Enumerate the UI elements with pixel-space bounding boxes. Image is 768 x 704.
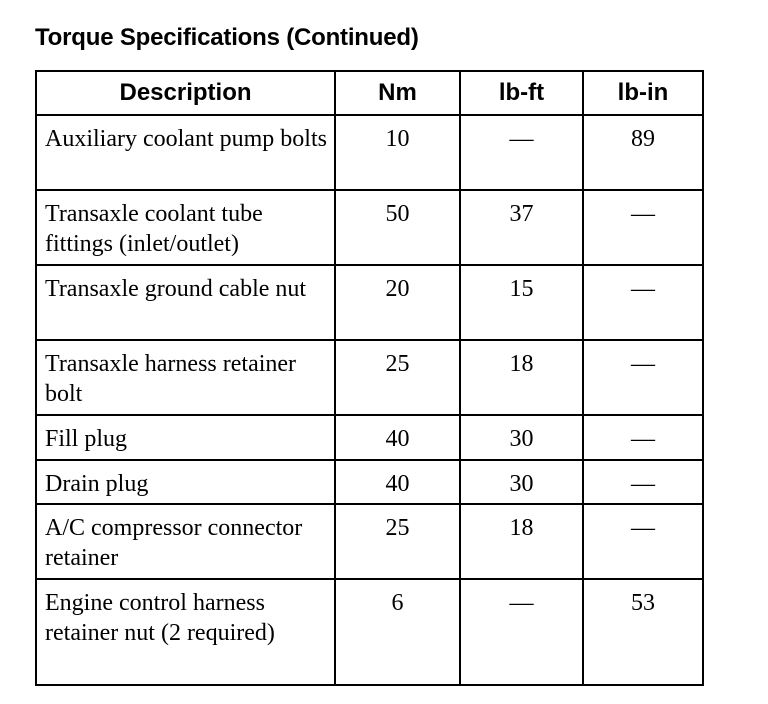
cell-nm: 40: [335, 415, 460, 460]
table-row: [36, 190, 703, 265]
cell-lb-ft: 30: [460, 415, 583, 460]
cell-lb-in: 53: [583, 579, 703, 685]
cell-lb-ft: —: [460, 579, 583, 685]
cell-nm: 25: [335, 504, 460, 579]
table-row: [36, 504, 703, 579]
cell-description: Drain plug: [36, 460, 335, 504]
cell-description: A/C compressor connector retainer: [36, 504, 335, 579]
header-description: Description: [36, 71, 335, 115]
cell-lb-ft: 30: [460, 460, 583, 504]
cell-lb-ft: —: [460, 115, 583, 190]
cell-nm: 50: [335, 190, 460, 265]
cell-lb-in: —: [583, 460, 703, 504]
page-title: Torque Specifications (Continued): [35, 24, 419, 51]
cell-description: Transaxle ground cable nut: [36, 265, 335, 340]
cell-lb-in: —: [583, 190, 703, 265]
cell-nm: 25: [335, 340, 460, 415]
cell-description: Auxiliary coolant pump bolts: [36, 115, 335, 190]
cell-description: Engine control harness retainer nut (2 required): [36, 579, 335, 685]
table-row: [36, 340, 703, 415]
cell-nm: 10: [335, 115, 460, 190]
table-row: [36, 115, 703, 190]
torque-spec-table: [35, 70, 704, 686]
cell-lb-in: —: [583, 340, 703, 415]
cell-description: Transaxle coolant tube fittings (inlet/outlet): [36, 190, 335, 265]
cell-lb-in: 89: [583, 115, 703, 190]
cell-lb-ft: 18: [460, 340, 583, 415]
cell-description: Fill plug: [36, 415, 335, 460]
header-lb-in: lb-in: [583, 71, 703, 115]
cell-lb-ft: 15: [460, 265, 583, 340]
table-row: [36, 579, 703, 685]
cell-lb-in: —: [583, 415, 703, 460]
cell-lb-in: —: [583, 265, 703, 340]
cell-nm: 40: [335, 460, 460, 504]
table-row: [36, 415, 703, 460]
cell-lb-ft: 18: [460, 504, 583, 579]
cell-lb-ft: 37: [460, 190, 583, 265]
cell-lb-in: —: [583, 504, 703, 579]
cell-nm: 6: [335, 579, 460, 685]
table-row: [36, 460, 703, 504]
cell-description: Transaxle harness retainer bolt: [36, 340, 335, 415]
header-nm: Nm: [335, 71, 460, 115]
table-header-row: [36, 71, 703, 115]
table-row: [36, 265, 703, 340]
header-lb-ft: lb-ft: [460, 71, 583, 115]
cell-nm: 20: [335, 265, 460, 340]
